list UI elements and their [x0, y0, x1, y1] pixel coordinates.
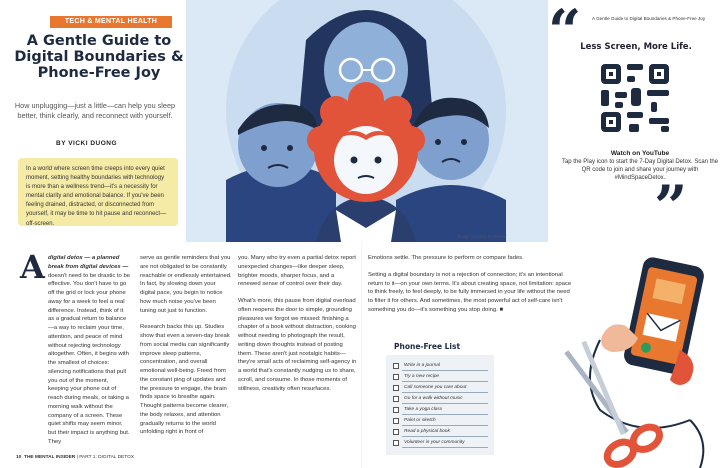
- article-title: A Gentle Guide to Digital Boundaries & Phone-Free Joy: [14, 33, 184, 81]
- checkbox-icon[interactable]: [393, 407, 399, 413]
- section-tag: TECH & MENTAL HEALTH: [50, 16, 172, 28]
- section-name: PART 1: DIGITAL DETOX: [79, 455, 135, 460]
- list-item: Read a physical book: [404, 429, 450, 434]
- list-item: Call someone you care about: [404, 385, 467, 390]
- article-lead: digital detox — a planned break from digital devices —: [48, 255, 129, 270]
- article-subtitle: How unplugging—just a little—can help you sleep better, think clearly, and reconnect with yourself.: [14, 101, 176, 120]
- list-item: Volunteer in your community: [404, 440, 465, 445]
- article-paragraph: Emotions settle. The pressure to perform or compare fades.: [368, 255, 524, 261]
- article-paragraph: Research backs this up. Studies show that even a seven-day break from social media can significantly improve sleep patterns, concentration, and overall emotional well-being. Freed from the constant ping of updates and the pressure to engage, the brain finds space to breathe again. Thought patterns become clearer, the body relaxes, and attention gradually returns to the world unfolding right in front of: [140, 324, 230, 436]
- article-column-3: [238, 254, 358, 401]
- checkbox-icon[interactable]: [393, 385, 399, 391]
- phone-free-list: [386, 355, 494, 455]
- article-paragraph: you. Many who try even a partial detox report unexpected changes—like deeper sleep, brighter moods, sharper focus, and a renewed sense of control over their day.: [238, 255, 356, 288]
- family-illustration: [186, 0, 548, 242]
- article-col1-text: doesn't need to be drastic to be effective. You don't have to go off the grid or lock your phone away for a week to feel a real difference. Instead, think of it as a gradual return to balance—a way to reclaim your time, attention, and peace of mind without rejecting technology altogether. Often, it begins with the smallest of choices: silencing notifications that pull you out of the moment, keeping your phone out of reach during meals, or taking a morning walk without the company of a screen. These quiet shifts may seem minor, but their impact is anything but. They: [48, 272, 131, 445]
- youtube-instructions: Tap the Play icon to start the 7-Day Digital Detox. Scan the QR code to join and share your journey with #MindSpaceDetox.: [561, 159, 719, 181]
- article-paragraph: What's more, this pause from digital overload often reopens the door to simple, grounding pleasures we forgot we missed: finishing a chapter of a book without distraction, cooking without needing to photograph the result, writing down thoughts instead of posting them. These aren't just nostalgic habits—they're small acts of reclaiming self-agency in a world that's constantly nudging us to share, scroll, and consume. In those moments of stillness, creativity often resurfaces.: [238, 298, 357, 392]
- checkbox-icon[interactable]: [393, 429, 399, 435]
- qr-code-icon[interactable]: [599, 62, 671, 134]
- checkbox-icon[interactable]: [393, 374, 399, 380]
- byline: BY VICKI DUONG: [56, 140, 118, 147]
- phone-free-list-title: Phone-Free List: [394, 342, 461, 351]
- checkbox-icon[interactable]: [393, 396, 399, 402]
- article-column-2: [140, 254, 232, 445]
- list-item: Write in a journal: [404, 363, 440, 368]
- running-head: A Gentle Guide to Digital Boundaries & Phone-Free Joy: [592, 16, 706, 21]
- article-column-1: [20, 248, 131, 455]
- checkbox-icon[interactable]: [393, 440, 399, 446]
- open-quote-icon: “: [548, 0, 582, 65]
- checkbox-icon[interactable]: [393, 363, 399, 369]
- list-item: Try a new recipe: [404, 374, 440, 379]
- page-number: 10: [16, 455, 22, 460]
- phone-scissors-illustration: [540, 240, 724, 468]
- intro-box: In a world where screen time creeps into every quiet moment, setting healthy boundaries with technology is more than a wellness trend—it's a necessity for mental clarity and emotional balance. If you've been feeling drained, distracted, or disconnected from yourself, it may be time to hit pause and reconnect—off-screen.: [18, 158, 178, 226]
- drop-cap: A: [20, 248, 45, 286]
- hero-illustration: [186, 0, 548, 242]
- close-quote-icon: ”: [654, 173, 688, 241]
- slogan: Less Screen, More Life.: [580, 42, 692, 52]
- publication-name: THE MENTAL INSIDER: [24, 455, 76, 460]
- youtube-title: Watch on YouTube: [610, 150, 670, 157]
- page-footer: 10 THE MENTAL INSIDER | PART 1: DIGITAL DETOX: [16, 455, 135, 460]
- checkbox-icon[interactable]: [393, 418, 399, 424]
- article-paragraph: Setting a digital boundary is not a rejection of connection; it's an intentional return to it—on your own terms. It's about creating space, not limitation: space to think freely, to feel deeply, to be fully immersed in your life without the need to filter it for others. And sometimes, the most powerful act of self-care isn't something you do—it's something you stop doing. ■: [368, 271, 572, 313]
- list-item: Go for a walk without music: [404, 396, 463, 401]
- image-credit: Image courtesy of Freepik: [458, 234, 507, 239]
- article-paragraph: serve as gentle reminders that you are not obligated to be constantly reachable or endlessly entertained. In fact, by slowing down your digital pace, you begin to notice how much noise you've been tuning out just to function.: [140, 255, 232, 314]
- list-item: Take a yoga class: [404, 407, 443, 412]
- list-item: Paint or sketch: [404, 418, 436, 423]
